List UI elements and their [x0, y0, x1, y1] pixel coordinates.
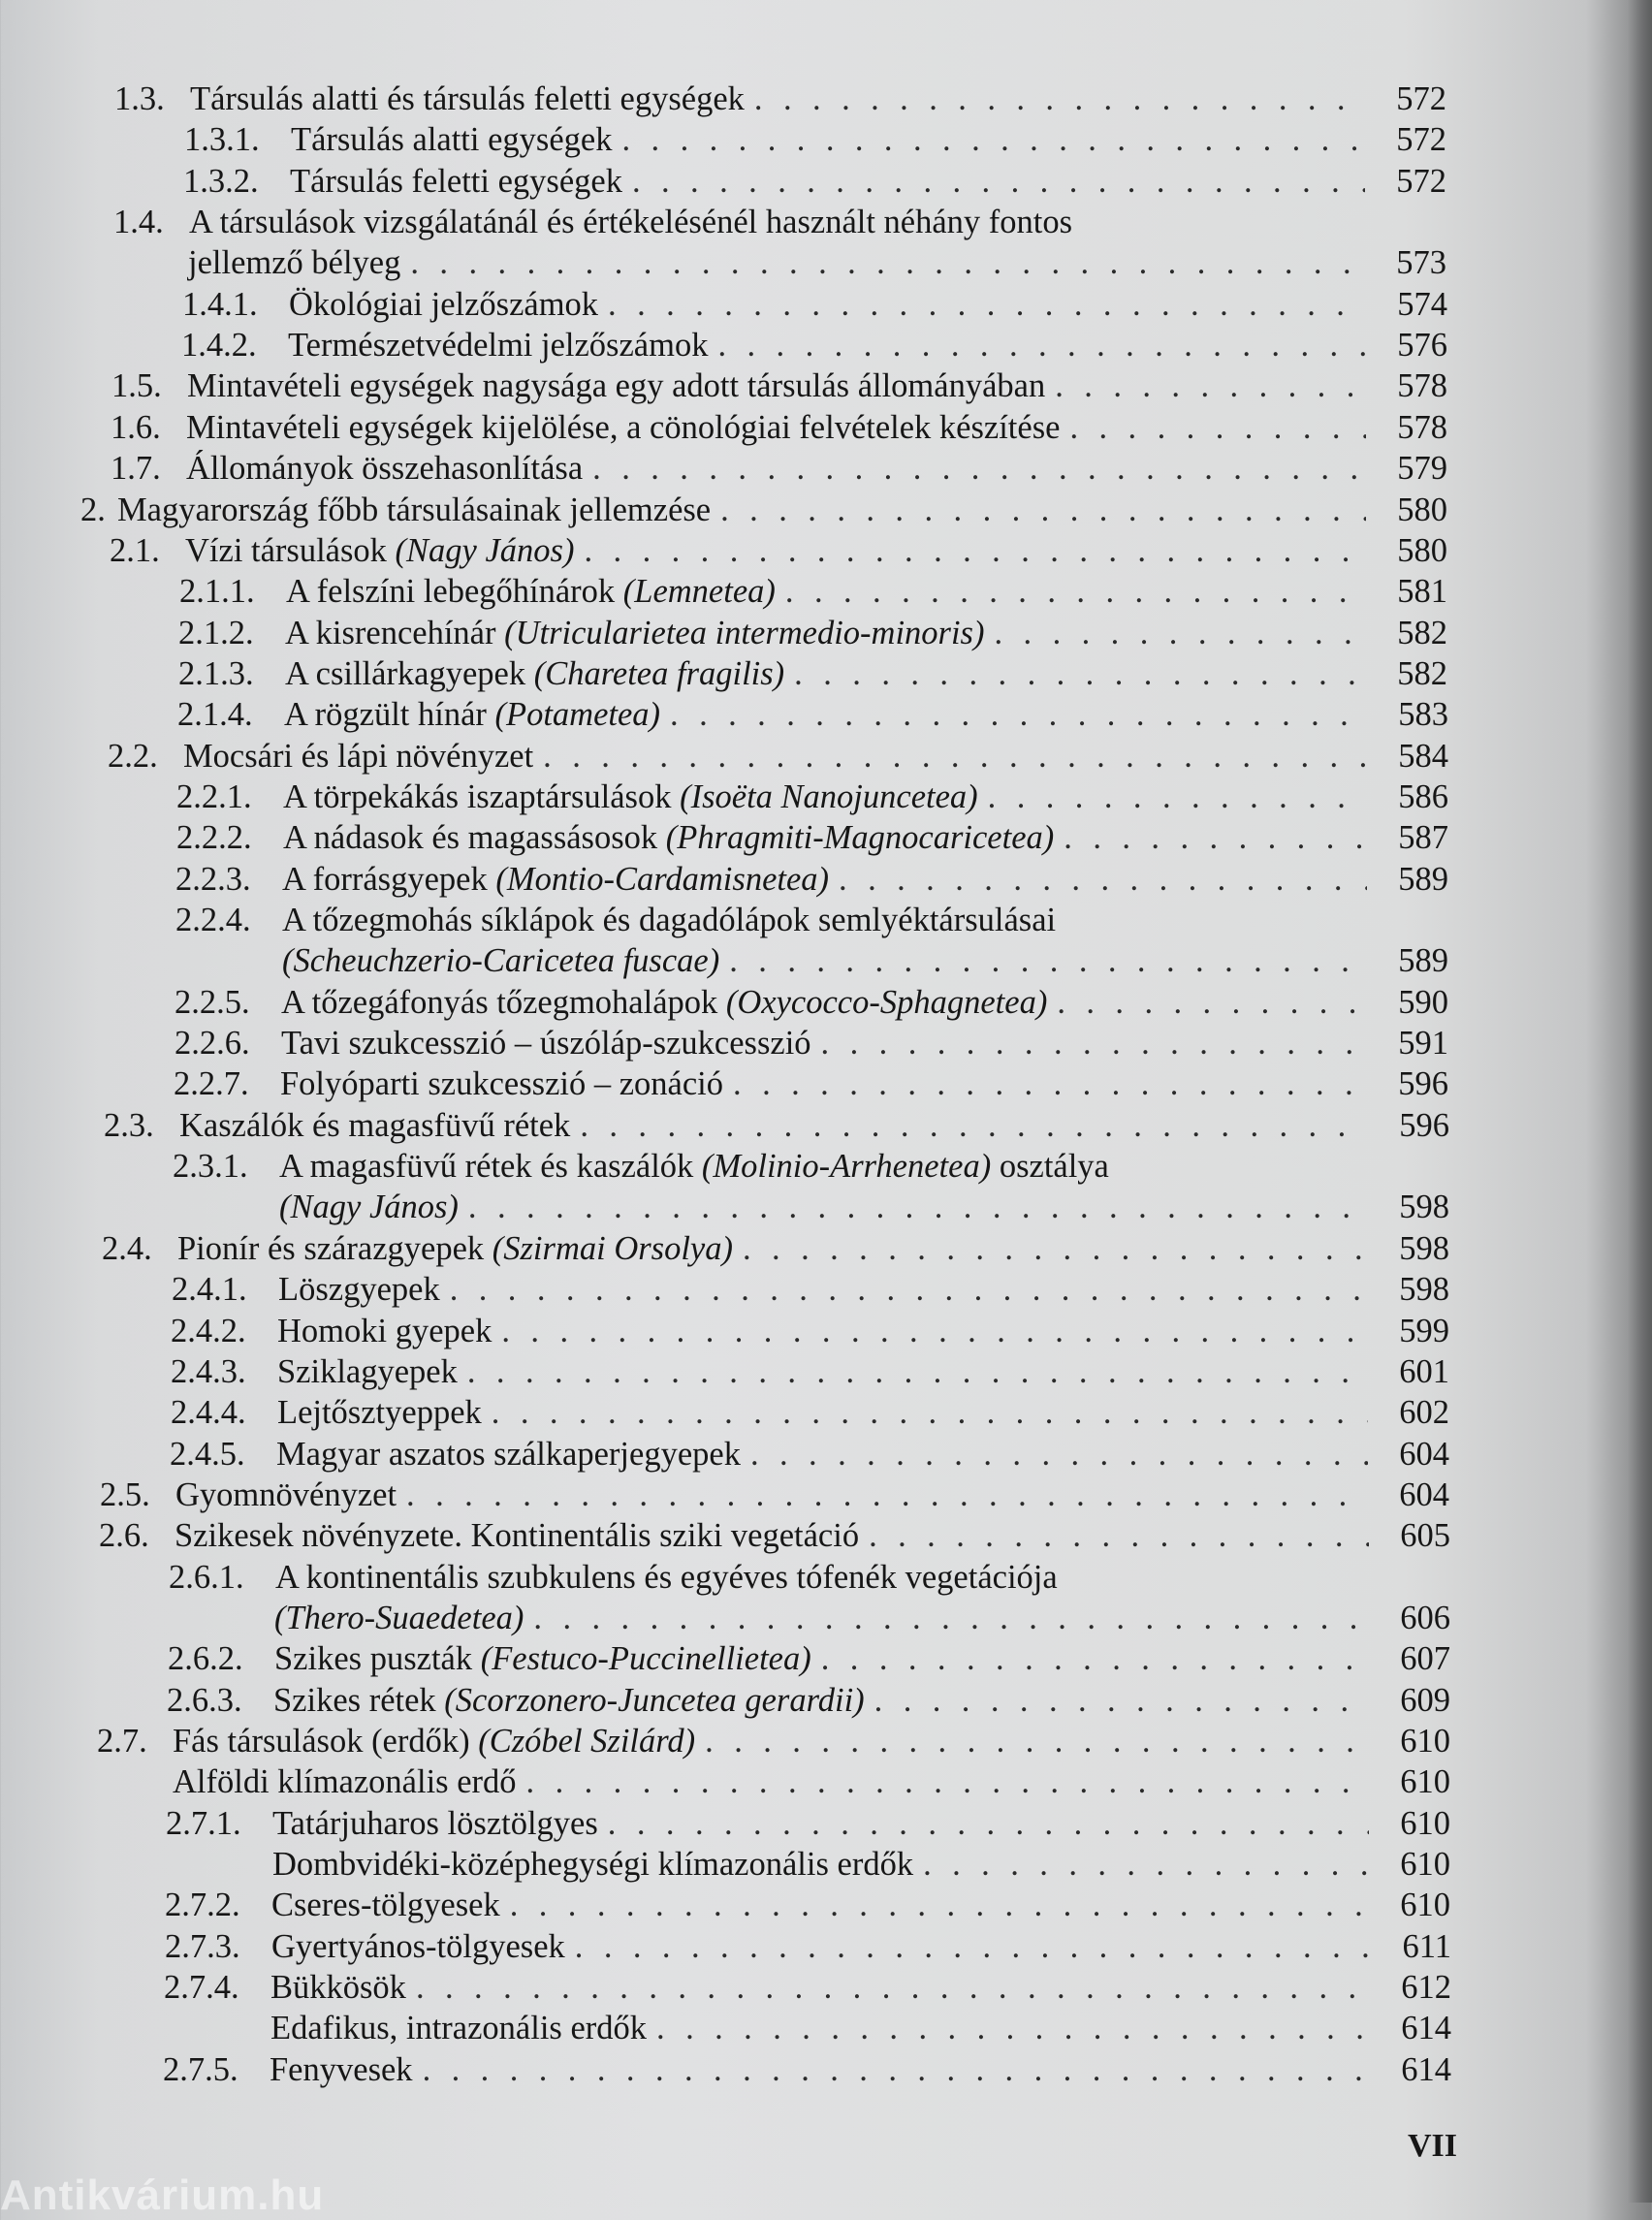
toc-entry-title-text: Fás társulások (erdők)	[173, 1723, 470, 1760]
toc-entry-page: 573	[1396, 244, 1446, 281]
toc-entry[interactable]	[182, 284, 1447, 325]
toc-entry-title	[280, 1063, 723, 1104]
toc-entry[interactable]	[108, 736, 1448, 777]
toc-entry-page: 583	[1398, 696, 1448, 733]
toc-entry[interactable]	[100, 1475, 1449, 1515]
toc-entry[interactable]	[175, 1023, 1448, 1063]
toc-entry[interactable]	[111, 448, 1447, 489]
toc-entry-page: 605	[1400, 1517, 1450, 1554]
toc-entry[interactable]	[178, 653, 1447, 694]
toc-entry[interactable]	[172, 1269, 1449, 1310]
toc-leader-dots	[794, 653, 1366, 694]
toc-leader-dots	[543, 736, 1367, 777]
toc-entry-title	[179, 1105, 570, 1146]
toc-leader-dots	[608, 284, 1366, 325]
toc-leader-dots	[492, 1392, 1368, 1433]
toc-entry-title	[281, 1023, 811, 1063]
toc-entry-number: 2.5.	[100, 1476, 150, 1513]
toc-entry-italic-note: (Nagy János)	[395, 532, 575, 569]
toc-entry[interactable]	[168, 1638, 1450, 1679]
toc-entry-italic-note: (Oxycocco-Sphagnetea)	[725, 984, 1048, 1021]
toc-entry-page: 614	[1401, 2010, 1451, 2046]
page-edge-shadow	[1627, 0, 1652, 2203]
toc-entry[interactable]	[165, 1885, 1450, 1925]
toc-entry-number: 2.1.4.	[177, 696, 253, 733]
toc-entry-number: 2.6.3.	[167, 1682, 242, 1719]
toc-entry-italic-note: (Montio-Cardamisnetea)	[495, 861, 830, 898]
toc-entry-title-text: Bükkösök	[270, 1969, 406, 2006]
toc-entry-title	[278, 1269, 440, 1310]
toc-entry-page: 602	[1399, 1394, 1449, 1431]
toc-entry-title-tail: osztálya	[999, 1148, 1109, 1185]
toc-entry-title-text: Fenyvesek	[270, 2051, 413, 2088]
watermark: Antikvárium.hu	[0, 2172, 325, 2219]
toc-entry-title-text: A tőzegáfonyás tőzegmohalápok	[281, 984, 718, 1021]
toc-entry[interactable]	[175, 859, 1448, 900]
toc-leader-dots	[670, 694, 1367, 735]
toc-leader-dots	[988, 777, 1367, 817]
toc-entry-number: 2.7.1.	[166, 1805, 241, 1842]
toc-entry-title	[183, 736, 533, 777]
toc-entry-page: 596	[1399, 1107, 1449, 1144]
toc-entry-title-text: Mintavételi egységek nagysága egy adott társulás állományában	[187, 367, 1046, 404]
toc-entry-number: 1.4.	[113, 204, 164, 240]
toc-entry[interactable]	[113, 202, 1446, 242]
toc-entry[interactable]	[164, 1967, 1451, 2008]
toc-entry[interactable]	[114, 79, 1446, 119]
toc-entry-number: 2.2.7.	[174, 1065, 249, 1102]
toc-entry-title-text: Szikes puszták	[274, 1640, 473, 1677]
toc-entry-title-text: Dombvidéki-középhegységi klímazonális erdők	[272, 1846, 914, 1883]
toc-entry-number: 2.1.3.	[178, 655, 254, 692]
toc-leader-dots	[729, 940, 1367, 981]
toc-entry-title-text: Lejtősztyeppek	[277, 1394, 482, 1431]
toc-entry-number: 1.4.1.	[182, 286, 258, 323]
toc-leader-dots	[533, 1598, 1369, 1638]
toc-entry-page: 582	[1397, 615, 1447, 651]
toc-entry-number: 1.4.2.	[181, 327, 257, 364]
toc-entry-title-text: Társulás feletti egységek	[290, 163, 622, 200]
toc-entry-page: 610	[1400, 1723, 1450, 1760]
toc-entry-number: 2.2.2.	[176, 819, 252, 856]
toc-entry-italic-note: (Utricularietea intermedio-minoris)	[504, 615, 985, 651]
toc-entry-number: 2.4.	[102, 1230, 152, 1267]
toc-entry-italic-note: (Charetea fragilis)	[533, 655, 785, 692]
toc-entry-page: 578	[1397, 367, 1447, 404]
toc-leader-dots	[733, 1063, 1367, 1104]
toc-entry-title	[173, 1761, 517, 1802]
toc-entry[interactable]	[282, 940, 1448, 981]
toc-entry-title-text: Kaszálók és magasfüvű rétek	[179, 1107, 571, 1144]
toc-entry-title	[282, 900, 1056, 940]
toc-leader-dots	[743, 1228, 1368, 1269]
toc-entry-title-text: Szikes rétek	[273, 1682, 436, 1719]
toc-entry[interactable]	[167, 1680, 1450, 1721]
toc-entry-number: 1.3.1.	[184, 121, 260, 158]
toc-entry-title-text: Tavi szukcesszió – úszóláp-szukcesszió	[281, 1025, 811, 1062]
toc-leader-dots	[923, 1844, 1369, 1885]
toc-entry-page: 601	[1399, 1353, 1449, 1390]
toc-entry-italic-note: (Isoëta Nanojuncetea)	[680, 778, 978, 815]
toc-entry-number: 2.2.4.	[175, 902, 251, 938]
toc-entry[interactable]	[99, 1515, 1450, 1556]
toc-entry[interactable]	[173, 1146, 1449, 1187]
toc-entry-page: 610	[1400, 1846, 1450, 1883]
toc-entry-page: 610	[1400, 1763, 1450, 1800]
toc-entry-title	[276, 1434, 741, 1475]
toc-entry-title	[282, 940, 719, 981]
toc-entry-title-text: Edafikus, intrazonális erdők	[270, 2010, 648, 2046]
toc-entry-number: 2.2.3.	[175, 861, 251, 898]
toc-entry-page: 584	[1398, 738, 1448, 775]
toc-entry[interactable]	[175, 982, 1448, 1023]
toc-entry-title	[281, 982, 1047, 1023]
toc-entry-number: 2.	[80, 492, 106, 528]
toc-entry-title	[270, 1967, 406, 2008]
toc-entry-title-text: A magasfüvű rétek és kaszálók	[279, 1148, 694, 1185]
toc-entry-page: 604	[1399, 1436, 1449, 1473]
toc-entry-title	[187, 365, 1045, 406]
toc-entry-title	[289, 284, 598, 325]
toc-entry-page: 581	[1397, 573, 1447, 610]
toc-entry-title-text: Homoki gyepek	[277, 1313, 492, 1349]
toc-entry-title-text: A nádasok és magassásosok	[283, 819, 658, 856]
toc-entry-italic-note: (Festuco-Puccinellietea)	[480, 1640, 811, 1677]
toc-entry-page: 576	[1397, 327, 1447, 364]
toc-entry-title-text: Ökológiai jelzőszámok	[289, 286, 599, 323]
toc-entry-number: 2.7.4.	[164, 1969, 239, 2006]
toc-leader-dots	[705, 1721, 1369, 1761]
toc-entry-title-text: A rögzült hínár	[284, 696, 487, 733]
toc-entry-number: 2.4.1.	[172, 1271, 247, 1308]
toc-entry-title	[271, 1885, 500, 1925]
toc-entry-number: 2.7.5.	[163, 2051, 238, 2088]
toc-leader-dots	[1064, 817, 1367, 858]
toc-leader-dots	[468, 1187, 1368, 1227]
toc-entry-italic-note: (Scheuchzerio-Caricetea fuscae)	[282, 942, 720, 979]
toc-entry-page: 596	[1398, 1065, 1448, 1102]
toc-entry-number: 1.7.	[111, 450, 161, 487]
toc-entry[interactable]	[111, 365, 1447, 406]
toc-entry-italic-note: (Potametea)	[494, 696, 661, 733]
toc-entry[interactable]	[111, 407, 1447, 448]
toc-entry-page: 606	[1400, 1600, 1450, 1636]
toc-entry[interactable]	[163, 2049, 1451, 2090]
toc-entry-italic-note: (Phragmiti-Magnocaricetea)	[665, 819, 1055, 856]
toc-entry-title-text: A kisrencehínár	[285, 615, 496, 651]
toc-leader-dots	[874, 1680, 1369, 1721]
toc-entry-title	[283, 817, 1054, 858]
toc-leader-dots	[821, 1023, 1367, 1063]
toc-entry-title-text: Löszgyepek	[278, 1271, 440, 1308]
toc-entry-title	[288, 325, 708, 365]
toc-entry[interactable]	[173, 1761, 1450, 1802]
toc-entry[interactable]	[170, 1434, 1449, 1475]
toc-entry-page: 610	[1400, 1805, 1450, 1842]
toc-entry-title-text: Cseres-tölgyesek	[271, 1887, 500, 1923]
toc-entry[interactable]	[181, 325, 1447, 365]
toc-entry[interactable]	[177, 694, 1448, 735]
toc-entry-title	[282, 859, 829, 900]
toc-leader-dots	[632, 161, 1365, 202]
toc-leader-dots	[467, 1351, 1368, 1392]
toc-entry-title-text: Állományok összehasonlítása	[186, 450, 584, 487]
toc-entry[interactable]	[279, 1187, 1449, 1227]
toc-leader-dots	[526, 1761, 1369, 1802]
toc-entry-title-text: A társulások vizsgálatánál és értékelésénél használt néhány fontos	[189, 204, 1073, 240]
toc-entry[interactable]	[171, 1311, 1449, 1351]
page-number-roman: VII	[1408, 2128, 1458, 2164]
toc-entry-title	[284, 694, 660, 735]
toc-entry-page: 598	[1399, 1230, 1449, 1267]
toc-entry-page: 591	[1398, 1025, 1448, 1062]
toc-entry[interactable]	[165, 1926, 1451, 1967]
toc-leader-dots	[406, 1475, 1368, 1515]
toc-entry-title-text: A törpekákás iszaptársulások	[283, 778, 672, 815]
toc-entry-title-text: Gyertyános-tölgyesek	[271, 1928, 565, 1965]
toc-leader-dots	[754, 79, 1365, 119]
toc-entry-title-text: Magyar aszatos szálkaperjegyepek	[276, 1436, 741, 1473]
toc-entry-number: 2.4.3.	[171, 1353, 246, 1390]
toc-entry-title	[270, 2049, 413, 2090]
toc-entry-title	[272, 1844, 913, 1885]
toc-entry-italic-note: (Czóbel Szilárd)	[478, 1723, 696, 1760]
toc-entry-title-text: A csillárkagyepek	[285, 655, 526, 692]
toc-entry-page: 599	[1399, 1313, 1449, 1349]
toc-entry-title	[270, 2008, 647, 2048]
toc-leader-dots	[416, 1967, 1370, 2008]
toc-entry-title	[177, 1228, 733, 1269]
toc-entry[interactable]	[102, 1228, 1449, 1269]
toc-leader-dots	[450, 1269, 1368, 1310]
toc-entry-page: 580	[1397, 532, 1447, 569]
toc-entry-italic-note: (Szirmai Orsolya)	[492, 1230, 733, 1267]
toc-entry-page: 598	[1399, 1271, 1449, 1308]
toc-entry-title	[277, 1311, 492, 1351]
toc-entry-page: 610	[1400, 1887, 1450, 1923]
toc-leader-dots	[584, 530, 1366, 571]
toc-entry-title-text: Társulás alatti és társulás feletti egységek	[190, 80, 745, 117]
toc-entry-title	[277, 1351, 458, 1392]
toc-entry-number: 2.7.2.	[165, 1887, 240, 1923]
toc-entry-number: 2.7.	[97, 1723, 147, 1760]
toc-leader-dots	[580, 1105, 1368, 1146]
toc-entry-italic-note: (Nagy János)	[279, 1189, 459, 1225]
toc-entry-title-text: A forrásgyepek	[282, 861, 488, 898]
toc-entry[interactable]	[110, 530, 1447, 571]
toc-entry-title-text: Vízi társulások	[185, 532, 387, 569]
toc-leader-dots	[510, 1885, 1369, 1925]
toc-entry-number: 1.6.	[111, 409, 161, 446]
toc-leader-dots	[750, 1434, 1368, 1475]
toc-entry-title-text: Magyarország főbb társulásainak jellemzése	[117, 492, 712, 528]
toc-leader-dots	[839, 859, 1367, 900]
toc-entry-title	[271, 1926, 565, 1967]
toc-entry[interactable]	[176, 777, 1448, 817]
toc-leader-dots	[1055, 365, 1366, 406]
toc-entry-title	[175, 1475, 397, 1515]
toc-entry-page: 614	[1401, 2051, 1451, 2088]
toc-entry-number: 2.7.3.	[165, 1928, 240, 1965]
toc-entry-title-text: Folyóparti szukcesszió – zonáció	[280, 1065, 724, 1102]
toc-leader-dots	[423, 2049, 1370, 2090]
toc-entry-number: 1.5.	[111, 367, 162, 404]
toc-entry-italic-note: (Thero-Suaedetea)	[274, 1600, 524, 1636]
toc-entry-title-text: A kontinentális szubkulens és egyéves tófenék vegetációja	[275, 1559, 1058, 1596]
toc-entry-title-text: Természetvédelmi jelzőszámok	[288, 327, 709, 364]
toc-entry-title	[291, 119, 612, 160]
toc-leader-dots	[501, 1311, 1368, 1351]
toc-entry[interactable]	[97, 1721, 1450, 1761]
toc-entry-page: 607	[1400, 1640, 1450, 1677]
toc-entry-title	[285, 613, 984, 653]
toc-leader-dots	[994, 613, 1366, 653]
toc-entry-number: 2.1.	[110, 532, 160, 569]
toc-leader-dots	[1057, 982, 1367, 1023]
toc-leader-dots	[785, 571, 1366, 612]
toc-entry-title	[190, 79, 745, 119]
toc-entry-title	[274, 1638, 811, 1679]
toc-entry-title-text: Sziklagyepek	[277, 1353, 458, 1390]
toc-entry-page: 609	[1400, 1682, 1450, 1719]
toc-entry-page: 598	[1399, 1189, 1449, 1225]
toc-entry[interactable]	[179, 571, 1447, 612]
toc-entry[interactable]	[178, 613, 1447, 653]
toc-entry-title	[188, 242, 400, 283]
toc-leader-dots	[621, 119, 1365, 160]
toc-entry-title-text: Tatárjuharos lösztölgyes	[272, 1805, 598, 1842]
toc-entry[interactable]	[272, 1844, 1450, 1885]
toc-entry-title	[273, 1680, 865, 1721]
toc-entry-title	[189, 202, 1072, 242]
toc-entry-title	[272, 1803, 598, 1844]
toc-leader-dots	[1069, 407, 1366, 448]
toc-leader-dots	[656, 2008, 1370, 2048]
toc-entry-page: 574	[1397, 286, 1447, 323]
toc-entry-page: 582	[1397, 655, 1447, 692]
toc-entry-number: 2.2.6.	[175, 1025, 250, 1062]
toc-entry[interactable]	[183, 161, 1446, 202]
toc-entry-page: 578	[1397, 409, 1447, 446]
toc-entry-number: 2.6.	[99, 1517, 149, 1554]
toc-entry-page: 579	[1397, 450, 1447, 487]
toc-entry-page: 572	[1396, 80, 1446, 117]
toc-leader-dots	[717, 325, 1366, 365]
toc-entry-title	[279, 1187, 459, 1227]
toc-entry[interactable]	[188, 242, 1446, 283]
toc-entry-title	[290, 161, 622, 202]
toc-leader-dots	[821, 1638, 1369, 1679]
toc-entry-title-text: Alföldi klímazonális erdő	[173, 1763, 517, 1800]
toc-entry-title-text: A felszíni lebegőhínárok	[286, 573, 616, 610]
toc-leader-dots	[575, 1926, 1370, 1967]
toc-entry-title	[117, 490, 711, 530]
toc-entry-title	[185, 530, 574, 571]
toc-entry-page: 580	[1397, 492, 1447, 528]
toc-entry-title	[274, 1598, 524, 1638]
toc-entry-number: 1.3.	[114, 80, 165, 117]
toc-entry-page: 589	[1398, 861, 1448, 898]
toc-entry[interactable]	[171, 1351, 1449, 1392]
toc-entry-page: 589	[1398, 942, 1448, 979]
toc-leader-dots	[720, 490, 1366, 530]
toc-entry-page: 590	[1398, 984, 1448, 1021]
toc-entry-number: 2.2.5.	[175, 984, 250, 1021]
toc-entry[interactable]	[184, 119, 1446, 160]
toc-entry[interactable]	[171, 1392, 1449, 1433]
toc-entry-italic-note: (Molinio-Arrhenetea)	[701, 1148, 992, 1185]
toc-entry[interactable]	[174, 1063, 1448, 1104]
toc-entry-number: 2.4.4.	[171, 1394, 246, 1431]
toc-entry-italic-note: (Scorzonero-Juncetea gerardii)	[444, 1682, 865, 1719]
toc-entry-title-text: Pionír és szárazgyepek	[177, 1230, 485, 1267]
toc-entry-italic-note: (Lemnetea)	[622, 573, 776, 610]
toc-entry-number: 2.6.1.	[169, 1559, 244, 1596]
toc-entry-title	[186, 448, 583, 489]
toc-entry-page: 572	[1396, 163, 1446, 200]
toc-entry-title-text: A tőzegmohás síklápok és dagadólápok semlyéktársulásai	[282, 902, 1057, 938]
toc-entry-number: 2.2.	[108, 738, 158, 775]
toc-entry-page: 612	[1401, 1969, 1451, 2006]
toc-leader-dots	[592, 448, 1366, 489]
toc-entry-title	[173, 1721, 695, 1761]
toc-entry-title	[277, 1392, 482, 1433]
toc-leader-dots	[608, 1803, 1369, 1844]
toc-entry-title	[279, 1146, 1109, 1187]
toc-entry-title	[175, 1515, 859, 1556]
toc-entry-title-text: Szikesek növényzete. Kontinentális sziki vegetáció	[175, 1517, 860, 1554]
toc-entry-number: 1.3.2.	[183, 163, 259, 200]
toc-entry-number: 2.3.1.	[173, 1148, 248, 1185]
toc-entry-page: 611	[1402, 1928, 1451, 1965]
toc-entry[interactable]	[166, 1803, 1450, 1844]
toc-entry-number: 2.2.1.	[176, 778, 252, 815]
toc-entry-title-text: Mocsári és lápi növényzet	[183, 738, 534, 775]
toc-entry-page: 572	[1396, 121, 1446, 158]
toc-entry-number: 2.4.2.	[171, 1313, 246, 1349]
toc-leader-dots	[410, 242, 1365, 283]
toc-entry-number: 2.6.2.	[168, 1640, 243, 1677]
toc-entry-page: 604	[1399, 1476, 1449, 1513]
toc-entry-title	[285, 653, 784, 694]
toc-entry-page: 587	[1398, 819, 1448, 856]
toc-entry-number: 2.4.5.	[170, 1436, 245, 1473]
toc-entry-title	[286, 571, 776, 612]
toc-entry-title-text: Társulás alatti egységek	[291, 121, 613, 158]
toc-entry-number: 2.1.2.	[178, 615, 254, 651]
toc-entry-title-text: Gyomnövényzet	[175, 1476, 397, 1513]
toc-leader-dots	[869, 1515, 1369, 1556]
toc-entry-number: 2.3.	[104, 1107, 154, 1144]
toc-entry[interactable]	[169, 1557, 1450, 1598]
toc-entry-number: 2.1.1.	[179, 573, 255, 610]
toc-entry[interactable]	[104, 1105, 1449, 1146]
toc-entry[interactable]	[80, 490, 1447, 530]
toc-entry-title	[186, 407, 1060, 448]
toc-entry-title-text: Mintavételi egységek kijelölése, a cönológiai felvételek készítése	[186, 409, 1061, 446]
toc-entry-title	[275, 1557, 1058, 1598]
toc-entry[interactable]	[274, 1598, 1450, 1638]
toc-entry-title-text: jellemző bélyeg	[188, 244, 401, 281]
toc-entry[interactable]	[176, 817, 1448, 858]
toc-entry[interactable]	[270, 2008, 1451, 2048]
toc-entry-page: 586	[1398, 778, 1448, 815]
toc-entry-title	[283, 777, 978, 817]
toc-entry[interactable]	[175, 900, 1448, 940]
